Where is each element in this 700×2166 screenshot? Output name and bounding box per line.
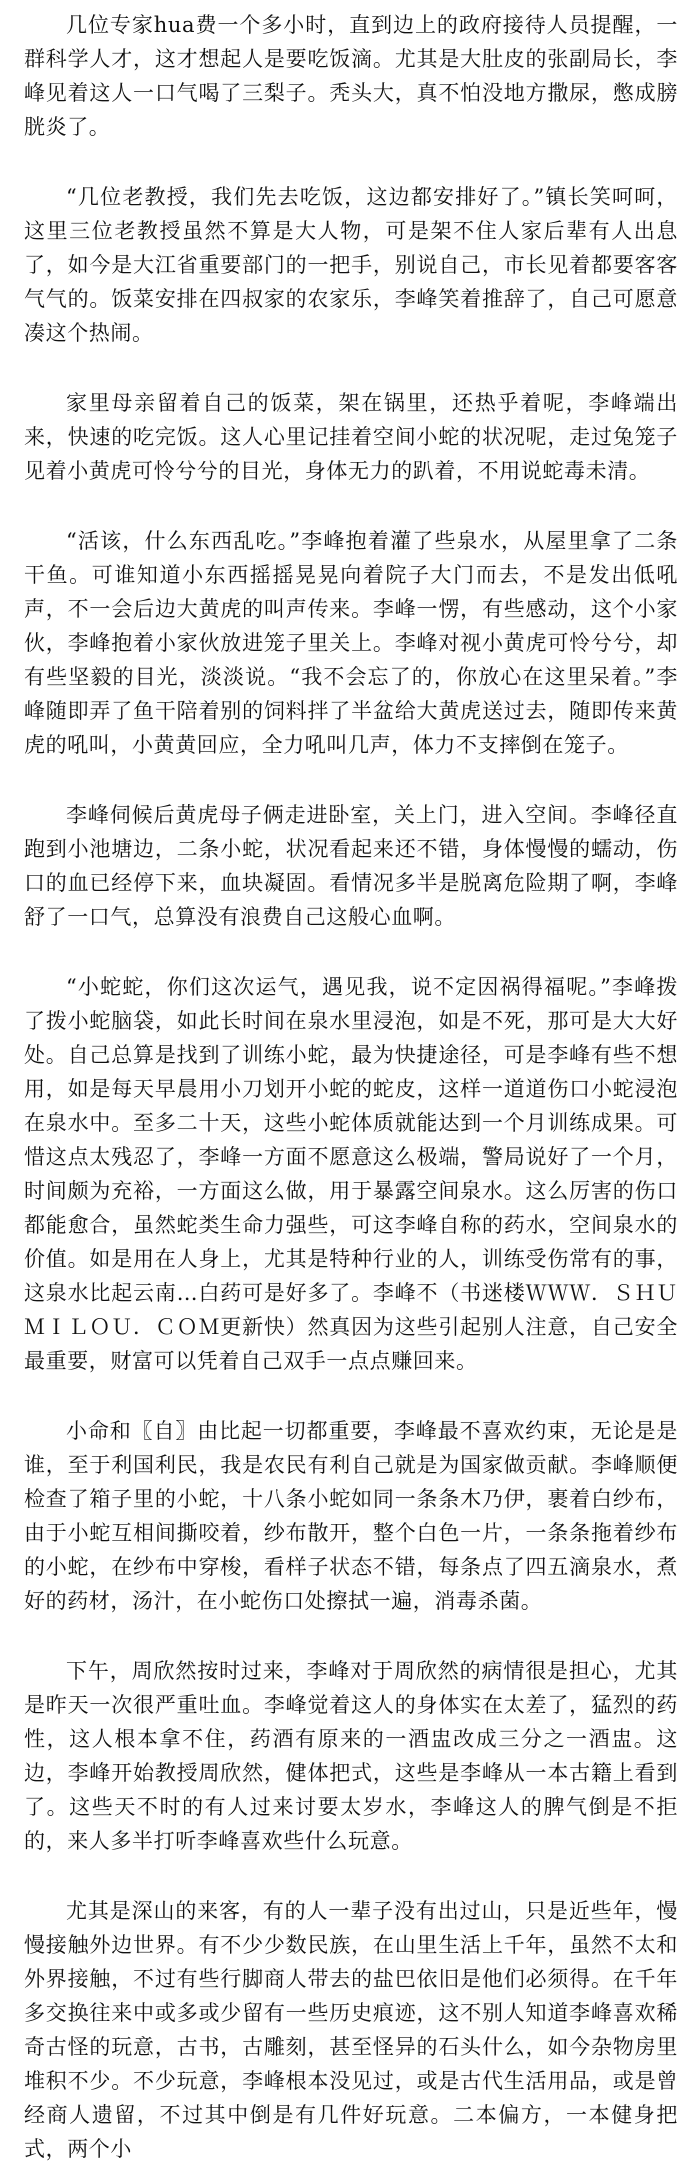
paragraph-3: 家里母亲留着自己的饭菜，架在锅里，还热乎着呢，李峰端出来，快速的吃完饭。这人心里记挂着空间小蛇的状况呢，走过兔笼子见着小黄虎可怜兮兮的目光，身体无力的趴着，不用说蛇毒未清。 — [24, 391, 678, 483]
paragraph-7: 小命和〖自〗由比起一切都重要，李峰最不喜欢约束，无论是是谁，至于利国利民，我是农民有利自己就是为国家做贡献。李峰顺便检查了箱子里的小蛇，十八条小蛇如同一条条木乃伊，裹着白纱布，由于小蛇互相间撕咬着，纱布散开，整个白色一片，一条条拖着纱布的小蛇，在纱布中穿梭，看样子状态不错，每条点了四五滴泉水，煮好的药材，汤汁，在小蛇伤口处擦拭一遍，消毒杀菌。 — [24, 1419, 678, 1613]
paragraph-6: “小蛇蛇，你们这次运气，遇见我，说不定因祸得福呢。”李峰拨了拨小蛇脑袋，如此长时间在泉水里浸泡，如是不死，那可是大大好处。自己总算是找到了训练小蛇，最为快捷途径，可是李峰有些不想用，如是每天早晨用小刀划开小蛇的蛇皮，这样一道道伤口小蛇浸泡在泉水中。至多二十天，这些小蛇体质就能达到一个月训练成果。可惜这点太残忍了，李峰一方面不愿意这么极端，警局说好了一个月，时间颇为充裕，一方面这么做，用于暴露空间泉水。这么厉害的伤口都能愈合，虽然蛇类生命力强些，可这李峰自称的药水，空间泉水的价值。如是用在人身上，尤其是特种行业的人，训练受伤常有的事，这泉水比起云南…白药可是好多了。李峰不（书迷楼ＷＷＷ．ＳＨＵＭＩＬＯＵ．ＣＯＭ更新快）然真因为这些引起别人注意，自己安全最重要，财富可以凭着自己双手一点点赚回来。 — [24, 975, 678, 1373]
paragraph-1: 几位专家hua费一个多小时，直到边上的政府接待人员提醒，一群科学人才，这才想起人是要吃饭滴。尤其是大肚皮的张副局长，李峰见着这人一口气喝了三梨子。秃头大，真不怕没地方撒尿，憋成膀胱炎了。 — [24, 13, 678, 139]
paragraph-5: 李峰伺候后黄虎母子俩走进卧室，关上门，进入空间。李峰径直跑到小池塘边，二条小蛇，状况看起来还不错，身体慢慢的蠕动，伤口的血已经停下来，血块凝固。看情况多半是脱离危险期了啊，李峰舒了一口气，总算没有浪费自己这般心血啊。 — [24, 803, 678, 929]
paragraph-2: “几位老教授，我们先去吃饭，这边都安排好了。”镇长笑呵呵，这里三位老教授虽然不算是大人物，可是架不住人家后辈有人出息了，如今是大江省重要部门的一把手，别说自己，市长见着都要客客气气的。饭菜安排在四叔家的农家乐，李峰笑着推辞了，自己可愿意凑这个热闹。 — [24, 185, 678, 345]
paragraph-8: 下午，周欣然按时过来，李峰对于周欣然的病情很是担心，尤其是昨天一次很严重吐血。李峰觉着这人的身体实在太差了，猛烈的药性，这人根本拿不住，药酒有原来的一酒盅改成三分之一酒盅。这边，李峰开始教授周欣然，健体把式，这些是李峰从一本古籍上看到了。这些天不时的有人过来讨要太岁水，李峰这人的脾气倒是不拒的，来人多半打听李峰喜欢些什么玩意。 — [24, 1659, 678, 1853]
paragraph-9: 尤其是深山的来客，有的人一辈子没有出过山，只是近些年，慢慢接触外边世界。有不少少数民族，在山里生活上千年，虽然不太和外界接触，不过有些行脚商人带去的盐巴依旧是他们必须得。在千年多交换往来中或多或少留有一些历史痕迹，这不别人知道李峰喜欢稀奇古怪的玩意，古书，古雕刻，甚至怪异的石头什么，如今杂物房里堆积不少。不少玩意，李峰根本没见过，或是古代生活用品，或是曾经商人遗留，不过其中倒是有几件好玩意。二本偏方，一本健身把式，两个小 — [24, 1899, 678, 2161]
paragraph-4: “活该，什么东西乱吃。”李峰抱着灌了些泉水，从屋里拿了二条干鱼。可谁知道小东西摇摇晃晃向着院子大门而去，不是发出低吼声，不一会后边大黄虎的叫声传来。李峰一愣，有些感动，这个小家伙，李峰抱着小家伙放进笼子里关上。李峰对视小黄虎可怜兮兮，却有些坚毅的目光，淡淡说。“我不会忘了的，你放心在这里呆着。”李峰随即弄了鱼干陪着别的饲料拌了半盆给大黄虎送过去，随即传来黄虎的吼叫，小黄黄回应，全力吼叫几声，体力不支摔倒在笼子。 — [24, 529, 678, 757]
